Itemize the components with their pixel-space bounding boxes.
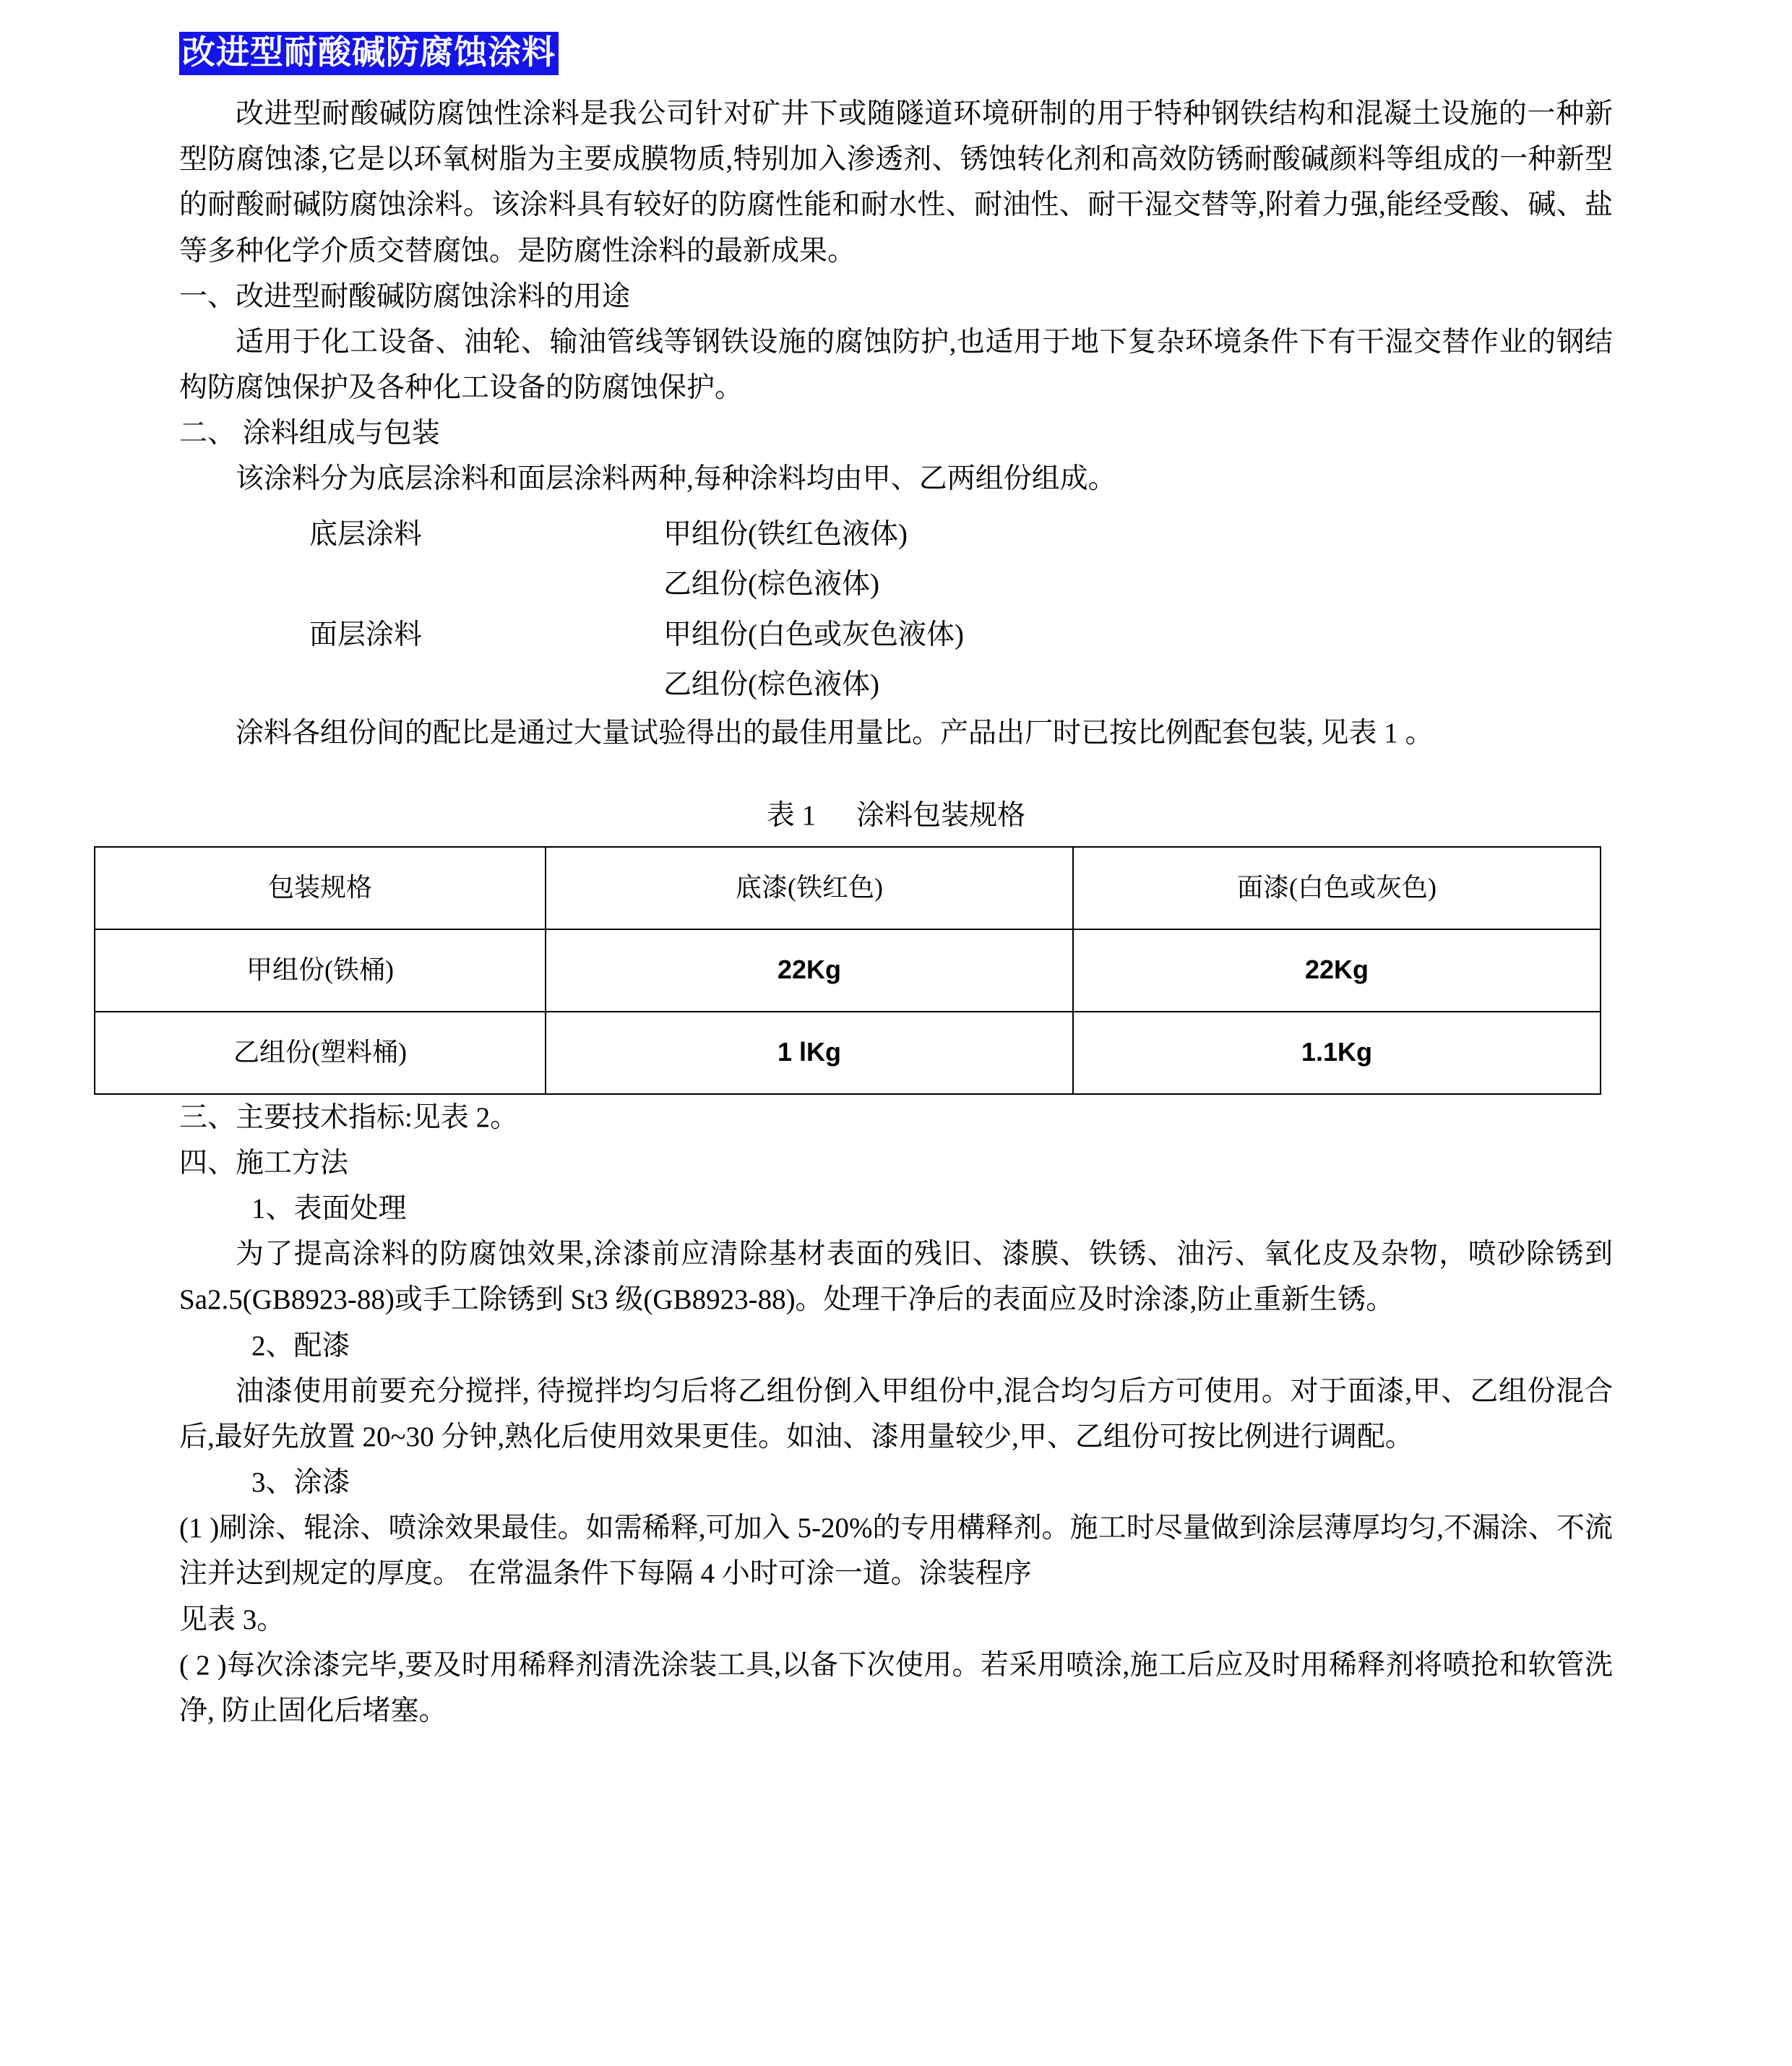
document-body	[179, 32, 1613, 1734]
component-row	[179, 509, 1613, 560]
table-cell-primer: 1 lKg	[546, 1012, 1073, 1094]
table-cell-spec: 乙组份(塑料桶)	[95, 1012, 546, 1094]
painting-item-1-continued: 见表 3。	[179, 1604, 285, 1635]
subsection-heading-surface-treatment: 1、表面处理	[251, 1193, 407, 1225]
component-desc: 乙组份(棕色液体)	[663, 669, 879, 701]
component-desc: 甲组份(铁红色液体)	[663, 518, 908, 550]
section-heading-one: 一、改进型耐酸碱防腐蚀涂料的用途	[179, 280, 631, 312]
table-row	[95, 1012, 1601, 1094]
ratio-note: 涂料各组份间的配比是通过大量试验得出的最佳用量比。产品出厂时已按比例配套包装, 见表 1 。	[236, 717, 1434, 749]
section-heading-two: 二、 涂料组成与包装	[179, 418, 440, 449]
table-cell-topcoat: 22Kg	[1073, 929, 1601, 1012]
subsection-heading-painting: 3、涂漆	[251, 1467, 350, 1499]
table-row	[95, 929, 1601, 1012]
paint-mixing-body: 油漆使用前要充分搅拌, 待搅拌均匀后将乙组份倒入甲组份中,混合均匀后方可使用。对于面漆,甲、乙组份混合后,最好先放置 20~30 分钟,熟化后使用效果更佳。如油、漆用量较少,甲、乙组份可按比例进行调配。	[179, 1375, 1613, 1452]
component-desc: 甲组份(白色或灰色液体)	[663, 619, 964, 650]
table1-caption-title: 涂料包装规格	[856, 800, 1026, 832]
surface-treatment-body: 为了提高涂料的防腐蚀效果,涂漆前应清除基材表面的残旧、漆膜、铁锈、油污、氧化皮及杂物，喷砂除锈到 Sa2.5(GB8923-88)或手工除锈到 St3 级(GB8923-88)。处理干净后的表面应及时涂漆,防止重新生锈。	[179, 1239, 1613, 1316]
table1-packaging-spec	[94, 846, 1601, 1095]
section-one-body: 适用于化工设备、油轮、输油管线等钢铁设施的腐蚀防护,也适用于地下复杂环境条件下有干湿交替作业的钢结构防腐蚀保护及各种化工设备的防腐蚀保护。	[179, 326, 1613, 404]
component-name: 底层涂料	[309, 518, 423, 550]
component-name: 面层涂料	[309, 619, 423, 650]
table1-caption-label: 表 1	[766, 800, 817, 832]
section-heading-four: 四、施工方法	[179, 1147, 349, 1179]
component-row	[179, 610, 1613, 660]
intro-paragraph: 改进型耐酸碱防腐蚀性涂料是我公司针对矿井下或随隧道环境研制的用于特种钢铁结构和混凝土设施的一种新型防腐蚀漆,它是以环氧树脂为主要成膜物质,特别加入渗透剂、锈蚀转化剂和高效防锈耐酸碱颜料等组成的一种新型的耐酸耐碱防腐蚀涂料。该涂料具有较好的防腐性能和耐水性、耐油性、耐干湿交替等,附着力强,能经受酸、碱、盐等多种化学介质交替腐蚀。是防腐性涂料的最新成果。	[179, 98, 1613, 267]
component-list	[179, 509, 1613, 710]
component-name	[179, 559, 649, 610]
component-row	[179, 660, 1613, 710]
component-name	[179, 660, 649, 710]
component-row	[179, 559, 1613, 610]
section-heading-three: 三、主要技术指标:见表 2。	[179, 1101, 519, 1133]
table-header-cell-primer: 底漆(铁红色)	[546, 847, 1073, 929]
table-cell-spec: 甲组份(铁桶)	[95, 929, 546, 1012]
subsection-heading-paint-mixing: 2、配漆	[251, 1330, 350, 1361]
table-header-row	[95, 847, 1601, 929]
table1-caption	[179, 796, 1613, 836]
section-two-body: 该涂料分为底层涂料和面层涂料两种,每种涂料均由甲、乙两组份组成。	[236, 463, 1116, 495]
title-row	[179, 32, 1613, 75]
page-title: 改进型耐酸碱防腐蚀涂料	[179, 32, 559, 75]
component-desc: 乙组份(棕色液体)	[663, 569, 879, 601]
painting-item-2: ( 2 )每次涂漆完毕,要及时用稀释剂清洗涂装工具,以备下次使用。若采用喷涂,施工后应及时用稀释剂将喷抢和软管洗净, 防止固化后堵塞。	[179, 1649, 1613, 1726]
table-cell-primer: 22Kg	[546, 929, 1073, 1012]
table-header-cell-topcoat: 面漆(白色或灰色)	[1073, 847, 1601, 929]
painting-item-1: (1 )刷涂、辊涂、喷涂效果最佳。如需稀释,可加入 5-20%的专用構释剂。施工时尽量做到涂层薄厚均匀,不漏涂、不流注并达到规定的厚度。 在常温条件下每隔 4 小时可涂一道。涂装程序	[179, 1512, 1613, 1590]
table-cell-topcoat: 1.1Kg	[1073, 1012, 1601, 1094]
table-header-cell-spec: 包装规格	[95, 847, 546, 929]
